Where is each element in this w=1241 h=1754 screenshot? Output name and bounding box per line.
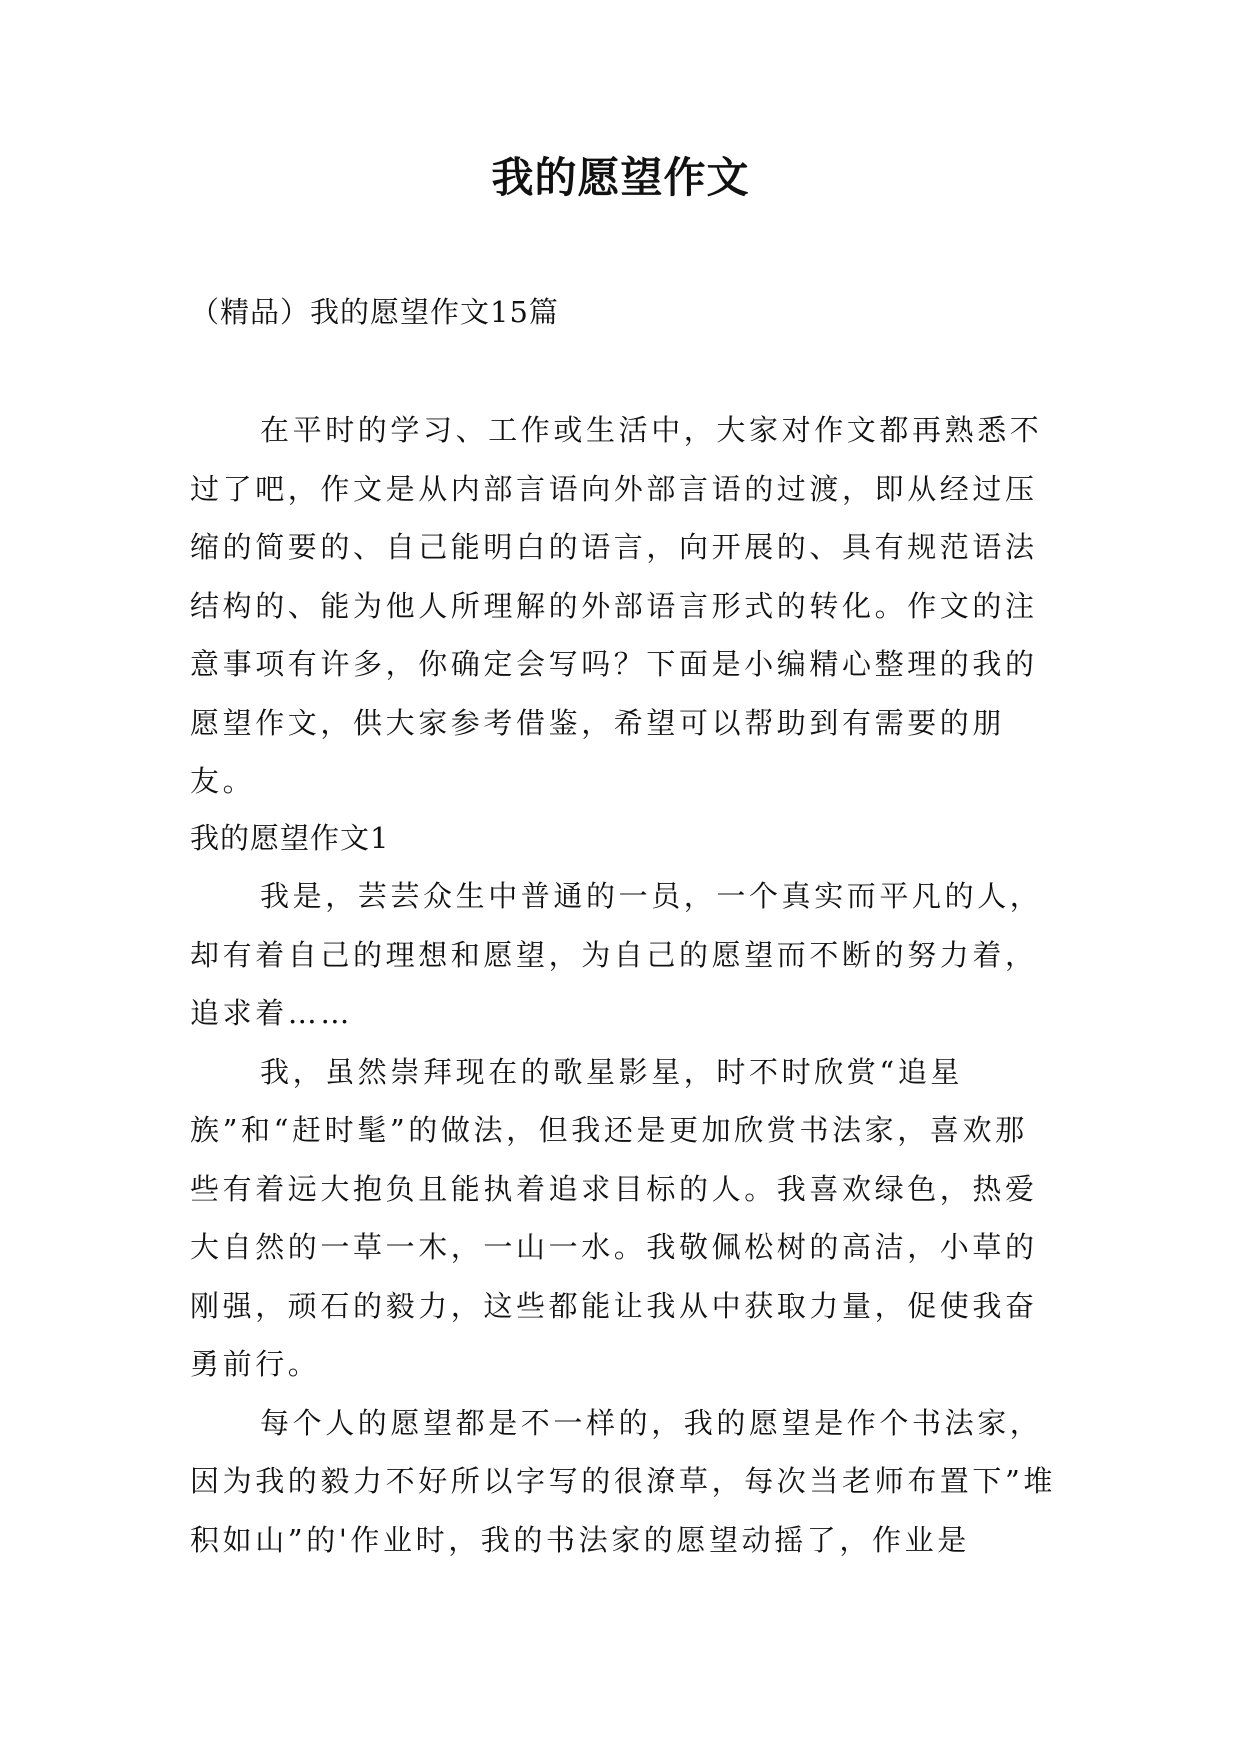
document-subtitle: （精品）我的愿望作文15篇: [190, 295, 559, 329]
intro-section: [190, 401, 1060, 811]
essay-heading: 我的愿望作文1: [190, 821, 390, 855]
essay-paragraph-1: 我是，芸芸众生中普通的一员，一个真实而平凡的人，却有着自己的理想和愿望，为自己的愿望而不断的努力着，追求着……: [190, 879, 1043, 1030]
intro-paragraph: 在平时的学习、工作或生活中，大家对作文都再熟悉不过了吧，作文是从内部言语向外部言语的过渡，即从经过压缩的简要的、自己能明白的语言，向开展的、具有规范语法结构的、能为他人所理解的外部语言形式的转化。作文的注意事项有许多，你确定会写吗？下面是小编精心整理的我的愿望作文，供大家参考借鉴，希望可以帮助到有需要的朋友。: [190, 413, 1043, 798]
essay-paragraph-3: 每个人的愿望都是不一样的，我的愿望是作个书法家，因为我的毅力不好所以字写的很潦草，每次当老师布置下”堆积如山”的'作业时，我的书法家的愿望动摇了，作业是: [190, 1405, 1057, 1557]
document-title: 我的愿望作文: [491, 153, 750, 202]
essay-paragraph-2: 我，虽然崇拜现在的歌星影星，时不时欣赏“追星族”和“赶时髦”的做法，但我还是更加欣赏书法家，喜欢那些有着远大抱负且能执着追求目标的人。我喜欢绿色，热爱大自然的一草一木，一山一水。我敬佩松树的高洁，小草的刚强，顽石的毅力，这些都能让我从中获取力量，促使我奋勇前行。: [190, 1054, 1038, 1381]
essay-body: [190, 867, 1060, 1569]
